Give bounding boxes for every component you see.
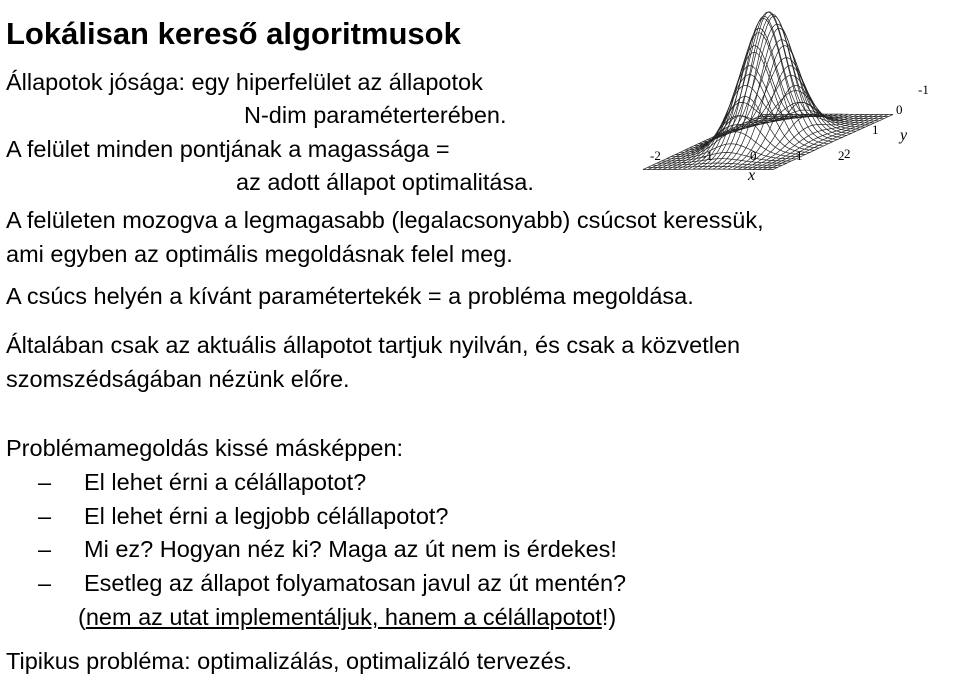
x-tick-label: 0 [750, 148, 757, 163]
surface-plot [620, 0, 960, 192]
note-close: !) [601, 604, 617, 630]
text-line-3: A felület minden pontjának a magassága = [6, 136, 450, 162]
text-line-2: N-dim paraméterterében. [244, 102, 507, 128]
y-axis-label: y [900, 127, 908, 144]
bullet-item-3: Mi ez? Hogyan néz ki? Maga az út nem is érdekes! [84, 536, 617, 562]
text-line-5: A felületen mozogva a legmagasabb (legalacsonyabb) csúcsot keressük, [6, 207, 764, 233]
text-line-8: Általában csak az aktuális állapotot tartjuk nyilván, és csak a közvetlen [6, 332, 741, 358]
text-line-4: az adott állapot optimalitása. [236, 169, 534, 195]
note-open: ( [78, 604, 86, 630]
bullet-item-2: El lehet érni a legjobb célállapotot? [84, 503, 449, 529]
bullet-dash-2: – [38, 503, 52, 529]
x-tick-label: 1 [796, 148, 803, 163]
text-line-10: Problémamegoldás kissé másképpen: [6, 435, 404, 461]
mesh-line-y-24 [763, 115, 883, 170]
mesh-line-y-14 [713, 16, 833, 169]
text-line-7: A csúcs helyén a kívánt paramétertekék = a probléma megoldása. [6, 283, 694, 309]
y-tick-label: 2 [844, 146, 851, 161]
bullet-item-4: Esetleg az állapot folyamatosan javul az út mentén? [84, 570, 627, 596]
text-line-1: Állapotok jósága: egy hiperfelület az állapotok [6, 69, 483, 95]
footer-line: Tipikus probléma: optimalizálás, optimalizáló tervezés. [6, 648, 572, 674]
mesh-line-y-3 [658, 115, 778, 170]
bullet-dash-4: – [38, 570, 52, 596]
text-line-9: szomszédságában nézünk előre. [6, 366, 350, 392]
x-tick-label: -2 [650, 148, 661, 163]
mesh-line-y-13 [708, 12, 828, 169]
text-line-6: ami egyben az optimális megoldásnak felel meg. [6, 241, 513, 267]
surface-mesh [643, 12, 893, 170]
slide-title: Lokálisan kereső algoritmusok [6, 16, 461, 51]
y-tick-label: -1 [918, 82, 929, 97]
bullet-item-1: El lehet érni a célállapotot? [84, 469, 367, 495]
bullet-note [78, 606, 616, 630]
bullet-dash-1: – [38, 469, 52, 495]
bullet-dash-3: – [38, 536, 52, 562]
x-axis-label: x [748, 167, 756, 184]
x-tick-label: -1 [702, 148, 713, 163]
note-underlined: nem az utat implementáljuk, hanem a célállapotot [85, 604, 602, 630]
y-tick-label: 0 [896, 102, 903, 117]
y-tick-label: 1 [872, 122, 879, 137]
x-tick-label: 2 [838, 148, 845, 163]
